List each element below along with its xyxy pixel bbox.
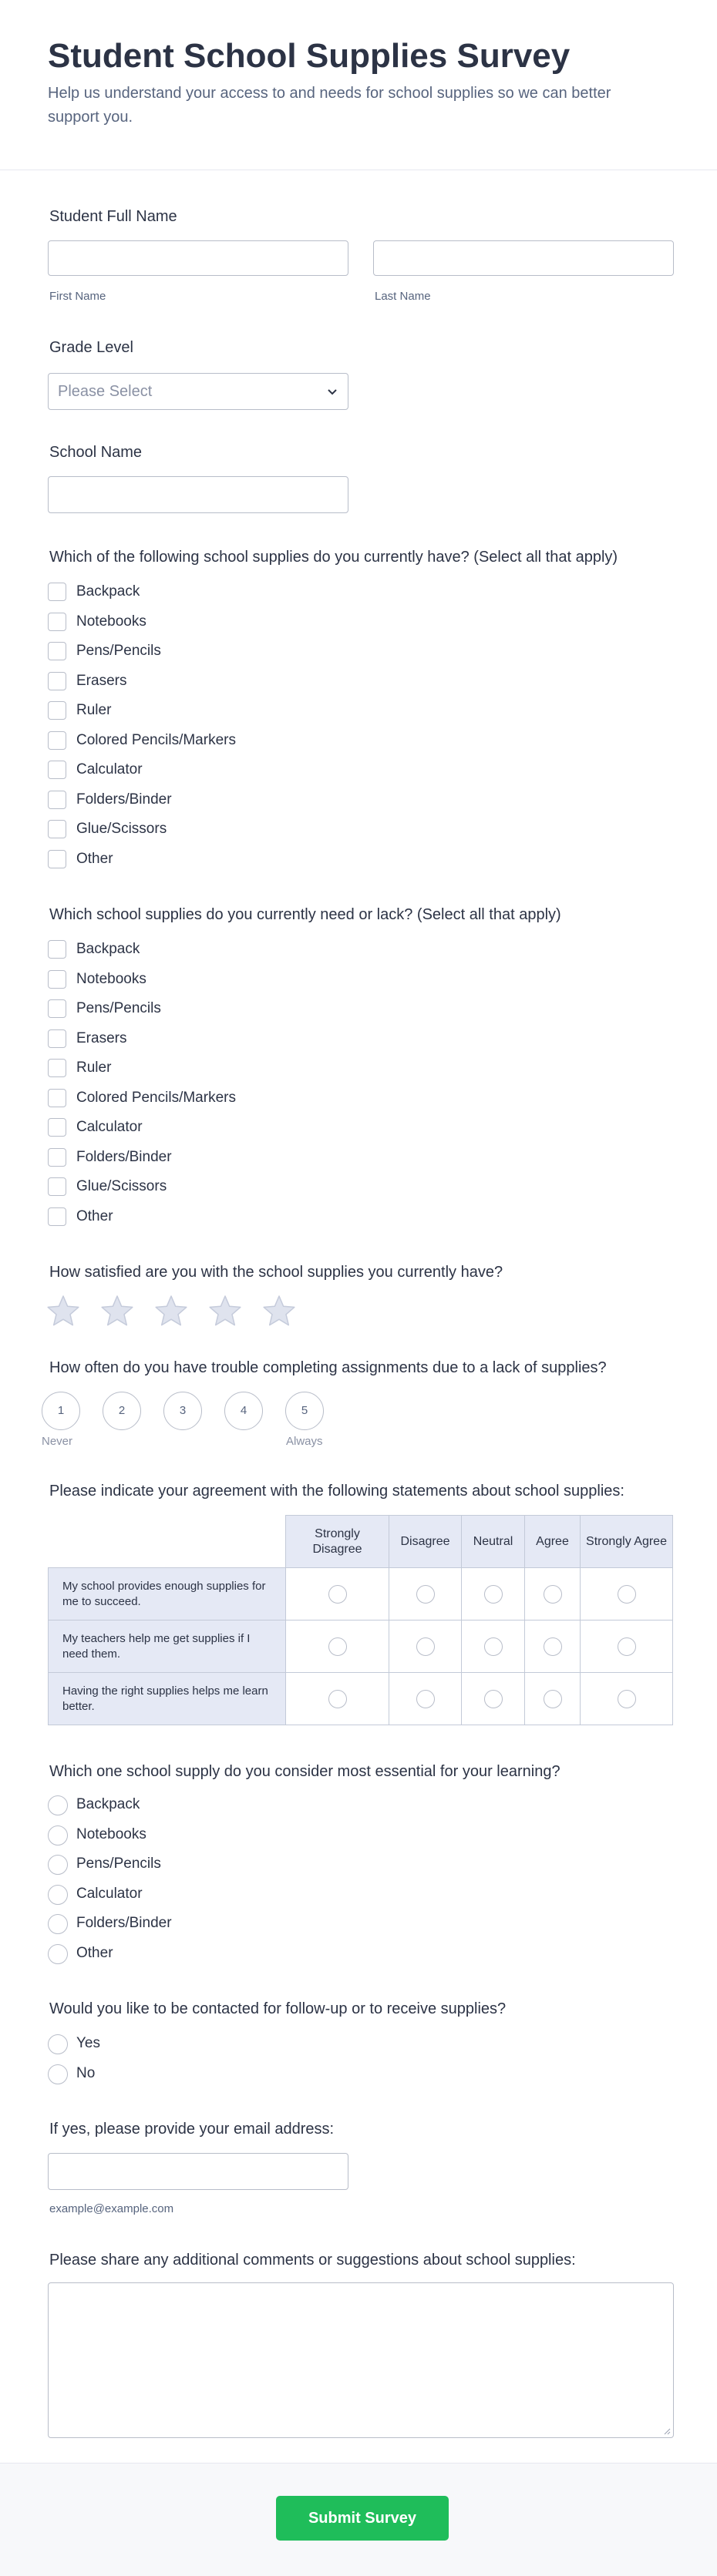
need-supply-checkbox[interactable] bbox=[48, 999, 66, 1018]
matrix-row-label: My school provides enough supplies for me to succeed. bbox=[49, 1568, 286, 1620]
star-icon[interactable] bbox=[100, 1295, 134, 1327]
star-icon[interactable] bbox=[262, 1295, 296, 1327]
matrix-column-header: Strongly Agree bbox=[581, 1516, 673, 1568]
matrix-cell bbox=[525, 1620, 581, 1673]
matrix-radio[interactable] bbox=[484, 1585, 503, 1604]
matrix-row-label: My teachers help me get supplies if I need them. bbox=[49, 1620, 286, 1673]
matrix-radio[interactable] bbox=[328, 1585, 347, 1604]
have-supply-option-label: Erasers bbox=[76, 672, 127, 689]
matrix-row bbox=[49, 1620, 673, 1673]
need-supply-option-label: Other bbox=[76, 1207, 113, 1224]
satisfaction-label: How satisfied are you with the school supplies you currently have? bbox=[49, 1264, 503, 1281]
need-supply-checkbox[interactable] bbox=[48, 1177, 66, 1196]
essential-supply-option-label: Notebooks bbox=[76, 1825, 146, 1842]
contact-option-label: Yes bbox=[76, 2035, 100, 2051]
first-name-input[interactable] bbox=[48, 240, 348, 276]
chevron-down-icon bbox=[325, 385, 340, 400]
matrix-column-header: Strongly Disagree bbox=[286, 1516, 389, 1568]
need-supply-option-label: Calculator bbox=[76, 1119, 143, 1135]
have-supply-option-label: Colored Pencils/Markers bbox=[76, 731, 236, 748]
essential-supply-option-label: Pens/Pencils bbox=[76, 1856, 161, 1872]
have-supply-checkbox[interactable] bbox=[48, 731, 66, 750]
have-supply-option-label: Glue/Scissors bbox=[76, 821, 167, 837]
contact-radio[interactable] bbox=[48, 2064, 68, 2084]
need-supply-checkbox[interactable] bbox=[48, 1118, 66, 1137]
essential-supply-radio[interactable] bbox=[48, 1914, 68, 1934]
matrix-cell bbox=[581, 1620, 673, 1673]
star-icon[interactable] bbox=[46, 1295, 80, 1327]
last-name-input[interactable] bbox=[373, 240, 674, 276]
have-supplies-label: Which of the following school supplies do you currently have? (Select all that apply) bbox=[49, 549, 618, 566]
need-supply-option-label: Colored Pencils/Markers bbox=[76, 1089, 236, 1106]
matrix-radio[interactable] bbox=[618, 1585, 636, 1604]
comments-label: Please share any additional comments or suggestions about school supplies: bbox=[49, 2252, 576, 2269]
scale-max-label: Always bbox=[286, 1435, 323, 1448]
essential-supply-radio[interactable] bbox=[48, 1825, 68, 1846]
matrix-row bbox=[49, 1568, 673, 1620]
resize-handle-icon[interactable] bbox=[663, 2427, 671, 2435]
form-footer bbox=[0, 2463, 717, 2576]
matrix-corner bbox=[49, 1516, 286, 1568]
matrix-cell bbox=[462, 1568, 525, 1620]
need-supply-checkbox[interactable] bbox=[48, 1059, 66, 1077]
matrix-radio[interactable] bbox=[618, 1690, 636, 1708]
need-supplies-label: Which school supplies do you currently need or lack? (Select all that apply) bbox=[49, 906, 561, 923]
have-supply-checkbox[interactable] bbox=[48, 761, 66, 779]
matrix-radio[interactable] bbox=[484, 1690, 503, 1708]
matrix-row bbox=[49, 1673, 673, 1725]
page-subtitle: Help us understand your access to and needs for school supplies so we can better support you. bbox=[48, 85, 611, 126]
have-supply-option-label: Other bbox=[76, 850, 113, 867]
essential-supply-radio[interactable] bbox=[48, 1944, 68, 1964]
need-supply-option-label: Folders/Binder bbox=[76, 1148, 172, 1165]
email-hint: example@example.com bbox=[49, 2202, 174, 2215]
page-title: Student School Supplies Survey bbox=[48, 37, 571, 75]
contact-radio[interactable] bbox=[48, 2034, 68, 2054]
first-name-sublabel: First Name bbox=[49, 290, 106, 303]
have-supply-checkbox[interactable] bbox=[48, 583, 66, 601]
matrix-radio[interactable] bbox=[618, 1637, 636, 1656]
need-supply-option-label: Backpack bbox=[76, 941, 140, 957]
essential-supply-radio[interactable] bbox=[48, 1885, 68, 1905]
matrix-row-label: Having the right supplies helps me learn better. bbox=[49, 1673, 286, 1725]
matrix-cell bbox=[389, 1620, 462, 1673]
matrix-cell bbox=[581, 1568, 673, 1620]
contact-label: Would you like to be contacted for follow-up or to receive supplies? bbox=[49, 2000, 507, 2017]
form-header bbox=[0, 0, 717, 170]
matrix-column-header: Neutral bbox=[462, 1516, 525, 1568]
star-icon[interactable] bbox=[208, 1295, 242, 1327]
matrix-cell bbox=[462, 1620, 525, 1673]
need-supply-checkbox[interactable] bbox=[48, 1207, 66, 1226]
need-supply-option-label: Glue/Scissors bbox=[76, 1178, 167, 1194]
need-supply-checkbox[interactable] bbox=[48, 1089, 66, 1107]
matrix-cell bbox=[389, 1568, 462, 1620]
have-supply-option-label: Calculator bbox=[76, 761, 143, 778]
have-supply-checkbox[interactable] bbox=[48, 613, 66, 631]
essential-supply-option-label: Other bbox=[76, 1944, 113, 1961]
have-supply-checkbox[interactable] bbox=[48, 642, 66, 660]
school-name-label: School Name bbox=[49, 444, 143, 461]
have-supply-option-label: Pens/Pencils bbox=[76, 643, 161, 659]
need-supply-checkbox[interactable] bbox=[48, 940, 66, 959]
school-name-input[interactable] bbox=[48, 476, 348, 513]
have-supply-checkbox[interactable] bbox=[48, 820, 66, 838]
matrix-cell bbox=[525, 1673, 581, 1725]
matrix-radio[interactable] bbox=[544, 1585, 562, 1604]
need-supply-checkbox[interactable] bbox=[48, 1148, 66, 1167]
matrix-radio[interactable] bbox=[328, 1637, 347, 1656]
submit-survey-button[interactable]: Submit Survey bbox=[276, 2496, 449, 2541]
matrix-radio[interactable] bbox=[416, 1637, 435, 1656]
have-supply-option-label: Notebooks bbox=[76, 613, 146, 630]
grade-level-select[interactable] bbox=[48, 373, 348, 410]
matrix-radio[interactable] bbox=[544, 1690, 562, 1708]
need-supply-option-label: Ruler bbox=[76, 1060, 112, 1076]
have-supply-checkbox[interactable] bbox=[48, 672, 66, 690]
have-supply-checkbox[interactable] bbox=[48, 791, 66, 809]
need-supply-option-label: Notebooks bbox=[76, 970, 146, 987]
have-supply-option-label: Backpack bbox=[76, 583, 140, 599]
scale-point[interactable]: 1 bbox=[42, 1392, 80, 1430]
scale-point[interactable]: 4 bbox=[224, 1392, 263, 1430]
essential-supply-option-label: Backpack bbox=[76, 1796, 140, 1812]
need-supply-option-label: Erasers bbox=[76, 1029, 127, 1046]
grade-level-placeholder: Please Select bbox=[58, 383, 153, 400]
have-supply-option-label: Folders/Binder bbox=[76, 791, 172, 808]
matrix-radio[interactable] bbox=[416, 1690, 435, 1708]
essential-supply-option-label: Folders/Binder bbox=[76, 1915, 172, 1931]
email-label: If yes, please provide your email address: bbox=[49, 2121, 335, 2138]
need-supply-checkbox[interactable] bbox=[48, 970, 66, 989]
scale-point[interactable]: 5 bbox=[285, 1392, 324, 1430]
have-supply-checkbox[interactable] bbox=[48, 850, 66, 868]
matrix-radio[interactable] bbox=[328, 1690, 347, 1708]
email-input[interactable] bbox=[48, 2153, 348, 2190]
matrix-column-header: Disagree bbox=[389, 1516, 462, 1568]
have-supply-checkbox[interactable] bbox=[48, 701, 66, 720]
last-name-sublabel: Last Name bbox=[375, 290, 431, 303]
matrix-cell bbox=[525, 1568, 581, 1620]
agreement-matrix bbox=[48, 1515, 673, 1725]
grade-level-label: Grade Level bbox=[49, 339, 133, 356]
essential-label: Which one school supply do you consider most essential for your learning? bbox=[49, 1763, 560, 1780]
essential-supply-radio[interactable] bbox=[48, 1795, 68, 1815]
matrix-radio[interactable] bbox=[484, 1637, 503, 1656]
matrix-cell bbox=[462, 1673, 525, 1725]
trouble-label: How often do you have trouble completing assignments due to a lack of supplies? bbox=[49, 1359, 607, 1376]
have-supply-option-label: Ruler bbox=[76, 702, 112, 718]
need-supply-checkbox[interactable] bbox=[48, 1029, 66, 1048]
matrix-cell bbox=[286, 1620, 389, 1673]
contact-option-label: No bbox=[76, 2064, 96, 2081]
star-icon[interactable] bbox=[154, 1295, 188, 1327]
scale-min-label: Never bbox=[42, 1435, 73, 1448]
scale-point[interactable]: 2 bbox=[103, 1392, 141, 1430]
essential-supply-option-label: Calculator bbox=[76, 1885, 143, 1902]
need-supply-option-label: Pens/Pencils bbox=[76, 1000, 161, 1016]
student-name-label: Student Full Name bbox=[49, 208, 177, 225]
matrix-cell bbox=[389, 1673, 462, 1725]
comments-textarea[interactable] bbox=[48, 2282, 674, 2438]
agreement-label: Please indicate your agreement with the following statements about school supplies: bbox=[49, 1483, 624, 1500]
scale-point[interactable]: 3 bbox=[163, 1392, 202, 1430]
matrix-radio[interactable] bbox=[416, 1585, 435, 1604]
matrix-cell bbox=[286, 1673, 389, 1725]
matrix-cell bbox=[581, 1673, 673, 1725]
essential-supply-radio[interactable] bbox=[48, 1855, 68, 1875]
matrix-cell bbox=[286, 1568, 389, 1620]
matrix-radio[interactable] bbox=[544, 1637, 562, 1656]
matrix-column-header: Agree bbox=[525, 1516, 581, 1568]
